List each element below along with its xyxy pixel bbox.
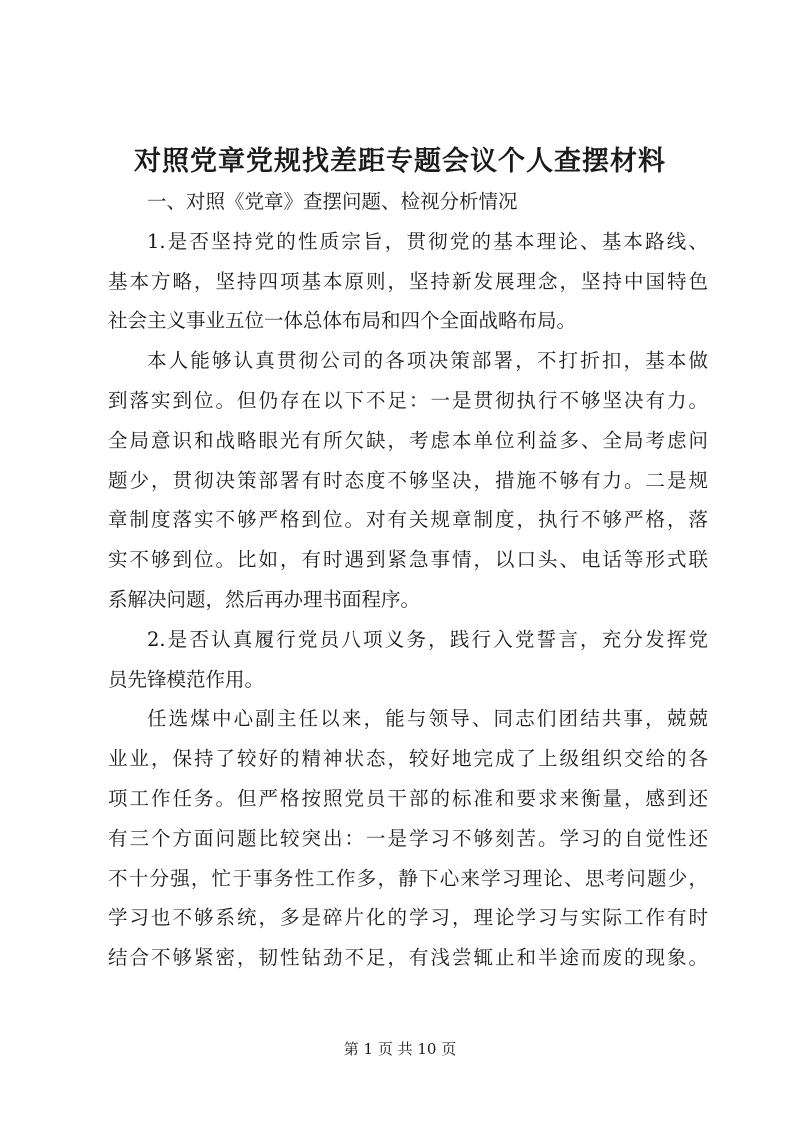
paragraph-line: 系解决问题，然后再办理书面程序。 [108,587,421,611]
paragraph-line: 社会主义事业五位一体总体布局和四个全面战略布局。 [108,309,577,333]
paragraph-line: 员先锋模范作用。 [108,667,265,691]
paragraph-line: 业业，保持了较好的精神状态，较好地完成了上级组织交给的各 [108,747,708,771]
paragraph-line: 题少，贯彻决策部署有时态度不够坚决，措施不够有力。二是规 [108,468,708,492]
paragraph-line: 学习也不够系统，多是碎片化的学习，理论学习与实际工作有时 [108,906,708,930]
paragraph-line: 有三个方面问题比较突出：一是学习不够刻苦。学习的自觉性还 [108,826,708,850]
document-title: 对照党章党规找差距专题会议个人查摆材料 [134,146,666,177]
paragraph-line: 2.是否认真履行党员八项义务，践行入党誓言，充分发挥党 [147,627,708,651]
page-number-footer: 第 1 页 共 10 页 [343,1040,457,1058]
paragraph-line: 本人能够认真贯彻公司的各项决策部署，不打折扣，基本做 [147,349,708,373]
paragraph-line: 任选煤中心副主任以来，能与领导、同志们团结共事，兢兢 [147,707,708,731]
paragraph-line: 项工作任务。但严格按照党员干部的标准和要求来衡量，感到还 [108,786,708,810]
paragraph-line: 1.是否坚持党的性质宗旨，贯彻党的基本理论、基本路线、 [147,229,708,253]
paragraph-line: 实不够到位。比如，有时遇到紧急事情，以口头、电话等形式联 [108,548,708,572]
paragraph-line: 到落实到位。但仍存在以下不足：一是贯彻执行不够坚决有力。 [108,388,708,412]
paragraph-line: 章制度落实不够严格到位。对有关规章制度，执行不够严格，落 [108,508,708,532]
paragraph-line: 基本方略，坚持四项基本原则，坚持新发展理念，坚持中国特色 [108,269,708,293]
paragraph-line: 结合不够紧密，韧性钻劲不足，有浅尝辄止和半途而废的现象。 [108,946,708,970]
section-heading: 一、对照《党章》查摆问题、检视分析情况 [147,190,518,213]
paragraph-line: 不十分强，忙于事务性工作多，静下心来学习理论、思考问题少， [108,866,708,890]
document-body [108,182,708,978]
paragraph-line: 全局意识和战略眼光有所欠缺，考虑本单位利益多、全局考虑问 [108,428,708,452]
